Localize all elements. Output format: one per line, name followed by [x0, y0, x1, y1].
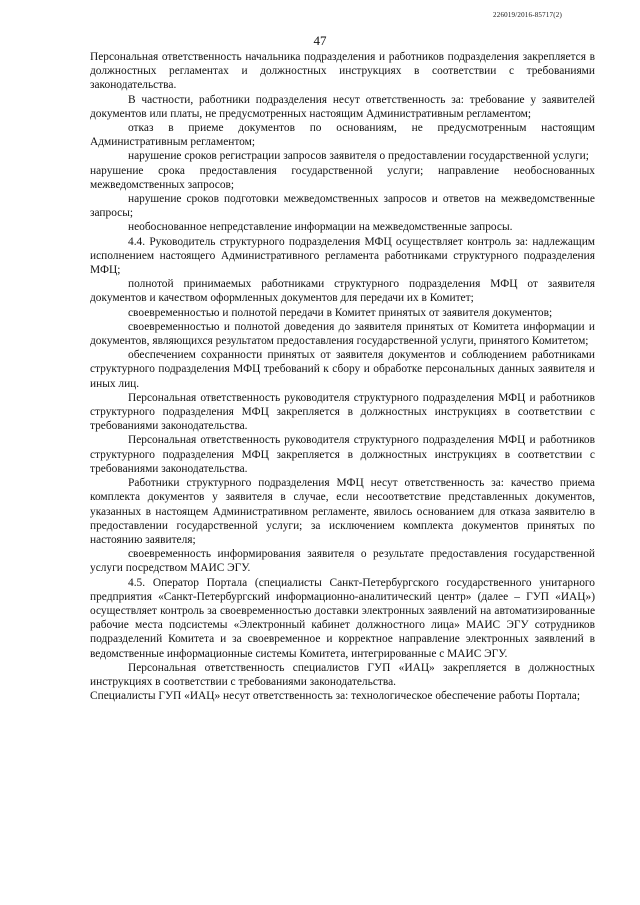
- paragraph-refusal: отказ в приеме документов по основаниям, не предусмотренным настоящим Административным регламентом;: [90, 122, 595, 149]
- paragraph-timely-informing: своевременность информирования заявителя о результате предоставления государственной услуги посредством МАИС ЭГУ.: [90, 548, 595, 575]
- document-body: [90, 50, 595, 703]
- paragraph-mfc-responsibility-1: Персональная ответственность руководителя структурного подразделения МФЦ и работников структурного подразделения МФЦ закрепляется в должностных инструкциях в соответствии с требованиями законодательства.: [90, 391, 595, 433]
- paragraph-mfc-responsibility-2: Персональная ответственность руководителя структурного подразделения МФЦ и работников структурного подразделения МФЦ закрепляется в должностных инструкциях в соответствии с требованиями законодательства.: [90, 434, 595, 475]
- paragraph-interagency-deadline: нарушение сроков подготовки межведомственных запросов и ответов на межведомственные запросы;: [90, 193, 595, 220]
- document-reference-number: 226019/2016-85717(2): [493, 11, 562, 19]
- paragraph-nondisclosure: необоснованное непредставление информации на межведомственные запросы.: [128, 221, 513, 234]
- paragraph-service-deadline: нарушение срока предоставления государственной услуги; направление необоснованных межведомственных запросов;: [90, 164, 595, 191]
- paragraph-4-4: 4.4. Руководитель структурного подразделения МФЦ осуществляет контроль за: надлежащим исполнением настоящего Административного регламента работниками структурного подразделения МФЦ;: [90, 235, 595, 277]
- paragraph-timely-transfer: своевременностью и полнотой передачи в Комитет принятых от заявителя документов;: [128, 306, 553, 319]
- paragraph-personal-responsibility: Персональная ответственность начальника подразделения и работников подразделения закрепляется в должностных регламентах и должностных инструкциях в соответствии с требованиями законодательства.: [90, 51, 595, 92]
- paragraph-iac-responsibility: Персональная ответственность специалистов ГУП «ИАЦ» закрепляется в должностных инструкциях в соответствии с требованиями законодательства.: [90, 661, 595, 688]
- paragraph-document-safety: обеспечением сохранности принятых от заявителя документов и соблюдением работниками структурного подразделения МФЦ требований к сбору и обработке персональных данных заявителя и иных лиц.: [90, 349, 595, 390]
- paragraph-completeness: полнотой принимаемых работниками структурного подразделения МФЦ от заявителя документов и качеством оформленных документов для передачи их в Комитет;: [90, 278, 595, 305]
- paragraph-timely-delivery: своевременностью и полнотой доведения до заявителя принятых от Комитета информации и документов, являющихся результатом предоставления государственной услуги, принятого Комитетом;: [90, 320, 595, 348]
- paragraph-4-5: 4.5. Оператор Портала (специалисты Санкт-Петербургского государственного унитарного предприятия «Санкт-Петербургский информационно-аналитический центр» (далее – ГУП «ИАЦ») осуществляет контроль за своевременностью доставки электронных заявлений на автоматизированные рабочие места подсистемы «Электронный кабинет должностного лица» МАИС ЭГУ сотрудников подразделений Комитета и за своевременное и корректное направление электронных заявлений в ведомственные информационные системы Комитета, интегрированные с МАИС ЭГУ.: [90, 576, 595, 660]
- page-number: 47: [313, 33, 327, 48]
- paragraph-registration-deadline: нарушение сроков регистрации запросов заявителя о предоставлении государственной услуги;: [128, 150, 589, 163]
- paragraph-responsibility-list-intro: В частности, работники подразделения несут ответственность за: требование у заявителей документов или платы, не предусмотренных настоящим Административным регламентом;: [90, 93, 595, 120]
- paragraph-mfc-workers: Работники структурного подразделения МФЦ несут ответственность за: качество приема комплекта документов у заявителя в случае, если несоответствие представленных документов, указанных в настоящем Административном регламенте, явилось основанием для отказа заявителю в предоставлении государственной услуги; за исключением комплекта документов принятых по настоянию заявителя;: [90, 477, 595, 546]
- paragraph-iac-specialists: Специалисты ГУП «ИАЦ» несут ответственность за: технологическое обеспечение работы Портала;: [90, 690, 581, 703]
